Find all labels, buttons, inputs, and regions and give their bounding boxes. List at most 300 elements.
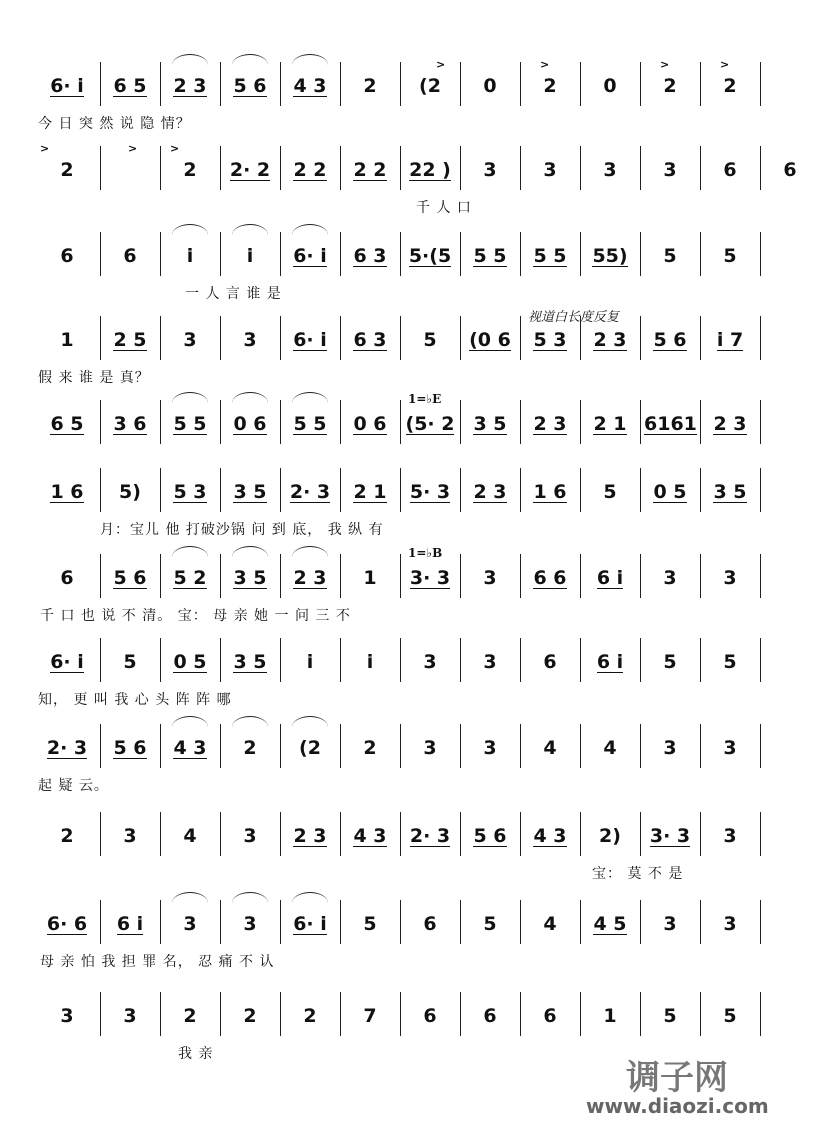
bar-line <box>580 232 581 276</box>
measure <box>524 816 576 856</box>
measure <box>464 558 516 598</box>
measure <box>704 150 756 190</box>
bar-line <box>100 554 101 598</box>
bar-line <box>400 62 401 106</box>
measure <box>404 320 456 360</box>
note-group: 3 <box>663 913 677 935</box>
bar-line <box>580 400 581 444</box>
measure <box>284 904 336 944</box>
measure <box>38 150 96 190</box>
measure <box>584 558 636 598</box>
bar-line <box>340 468 341 512</box>
note-group: 6 <box>723 159 737 181</box>
measure <box>644 642 696 682</box>
slur-mark <box>292 716 328 727</box>
note-group: 3 <box>423 737 437 759</box>
note-group: 2 <box>60 159 74 181</box>
bar-line <box>280 638 281 682</box>
bar-line <box>760 992 761 1036</box>
slur-mark <box>172 892 208 903</box>
measure <box>38 728 96 768</box>
bar-line <box>580 62 581 106</box>
measure <box>164 904 216 944</box>
bar-line <box>160 554 161 598</box>
note-group: 2· 2 <box>229 158 271 181</box>
measure <box>38 320 96 360</box>
note-group: 6 <box>783 159 797 181</box>
measure <box>344 66 396 106</box>
note-group: 1 <box>363 567 377 589</box>
bar-line <box>760 62 761 106</box>
measure <box>224 66 276 106</box>
note-group: 2· 3 <box>289 480 331 503</box>
bar-line <box>460 724 461 768</box>
measure <box>464 816 516 856</box>
measure <box>38 472 96 512</box>
note-group: 5) <box>119 481 141 503</box>
bar-line <box>580 724 581 768</box>
measure <box>284 728 336 768</box>
measure <box>704 404 756 444</box>
measure <box>524 996 576 1036</box>
note-group: 55) <box>592 244 628 267</box>
measure <box>644 728 696 768</box>
bar-line <box>280 554 281 598</box>
watermark-logo: 调子网 <box>626 1058 728 1098</box>
note-group: 3 <box>483 651 497 673</box>
bar-line <box>460 900 461 944</box>
measure <box>38 642 96 682</box>
measure <box>344 728 396 768</box>
accent-mark: > <box>40 142 50 155</box>
measure <box>524 236 576 276</box>
measure <box>104 66 156 106</box>
note-group: 3 5 <box>713 480 747 503</box>
bar-line <box>460 316 461 360</box>
bar-line <box>100 468 101 512</box>
measure <box>104 404 156 444</box>
bar-line <box>100 812 101 856</box>
note-group: 3 5 <box>233 650 267 673</box>
measure <box>644 320 696 360</box>
measure <box>284 320 336 360</box>
note-group: 6 <box>123 245 137 267</box>
measure <box>584 472 636 512</box>
measure <box>464 66 516 106</box>
note-group: 6 3 <box>353 244 387 267</box>
bar-line <box>400 812 401 856</box>
measure <box>704 816 756 856</box>
measure <box>704 66 756 106</box>
note-group: 3 <box>723 567 737 589</box>
bar-line <box>220 812 221 856</box>
measure <box>524 472 576 512</box>
measure <box>464 996 516 1036</box>
note-group: 3 <box>483 567 497 589</box>
measure <box>344 816 396 856</box>
note-group: 2) <box>599 825 621 847</box>
measure <box>644 404 696 444</box>
measure <box>404 996 456 1036</box>
accent-mark: > <box>660 58 670 71</box>
note-group: 5 5 <box>533 244 567 267</box>
bar-line <box>520 232 521 276</box>
measure <box>344 320 396 360</box>
bar-line <box>340 638 341 682</box>
note-group: 6 i <box>596 650 624 673</box>
measure <box>584 404 636 444</box>
measure <box>704 472 756 512</box>
bar-line <box>220 316 221 360</box>
bar-line <box>520 812 521 856</box>
note-group: 2 <box>363 75 377 97</box>
bar-line <box>100 232 101 276</box>
note-group: 3 5 <box>473 412 507 435</box>
note-group: 3 <box>483 737 497 759</box>
bar-line <box>700 316 701 360</box>
note-group: 3 <box>663 567 677 589</box>
bar-line <box>220 900 221 944</box>
bar-line <box>580 146 581 190</box>
measure <box>164 150 216 190</box>
bar-line <box>160 992 161 1036</box>
bar-line <box>580 812 581 856</box>
bar-line <box>160 812 161 856</box>
measure <box>164 472 216 512</box>
note-group: 2 <box>303 1005 317 1027</box>
measure <box>524 66 576 106</box>
note-group: 22 ) <box>409 158 451 181</box>
bar-line <box>220 146 221 190</box>
note-group: 5 <box>483 913 497 935</box>
measure <box>164 728 216 768</box>
measure <box>704 642 756 682</box>
slur-mark <box>292 392 328 403</box>
note-group: 1 6 <box>533 480 567 503</box>
measure <box>464 236 516 276</box>
note-group: 2 <box>60 825 74 847</box>
lyric-line: 今 日 突 然 说 隐 情？ <box>38 116 191 132</box>
note-group: 2 <box>183 159 197 181</box>
note-group: 1 <box>603 1005 617 1027</box>
bar-line <box>700 232 701 276</box>
note-group: 5 <box>363 913 377 935</box>
slur-mark <box>172 224 208 235</box>
note-group: 1 6 <box>50 480 84 503</box>
lyric-line: 千 口 也 说 不 清。 宝： 母 亲 她 一 问 三 不 <box>40 608 351 624</box>
bar-line <box>580 900 581 944</box>
bar-line <box>340 724 341 768</box>
note-group: 6 i <box>116 912 144 935</box>
bar-line <box>700 812 701 856</box>
measure <box>344 996 396 1036</box>
bar-line <box>460 812 461 856</box>
bar-line <box>460 554 461 598</box>
bar-line <box>220 992 221 1036</box>
bar-line <box>520 554 521 598</box>
note-group: 5 <box>603 481 617 503</box>
note-group: 7 <box>363 1005 377 1027</box>
slur-mark <box>232 224 268 235</box>
note-group: i <box>366 651 374 673</box>
bar-line <box>340 62 341 106</box>
bar-line <box>520 900 521 944</box>
note-group: 5 <box>663 1005 677 1027</box>
measure <box>104 816 156 856</box>
note-group: 3 6 <box>113 412 147 435</box>
note-group: 3 <box>123 1005 137 1027</box>
bar-line <box>460 638 461 682</box>
note-group: 3 <box>603 159 617 181</box>
note-group: 5 3 <box>173 480 207 503</box>
bar-line <box>280 900 281 944</box>
measure <box>38 236 96 276</box>
measure <box>224 404 276 444</box>
measure <box>224 558 276 598</box>
bar-line <box>160 400 161 444</box>
note-group: 6· i <box>293 328 327 351</box>
bar-line <box>640 468 641 512</box>
note-group: 5· 3 <box>409 480 451 503</box>
measure <box>38 558 96 598</box>
lyric-line: 一 人 言 谁 是 <box>185 286 282 302</box>
measure <box>584 816 636 856</box>
measure <box>584 150 636 190</box>
note-group: 3 <box>723 737 737 759</box>
measure <box>464 320 516 360</box>
lyric-line: 千 人 口 <box>416 200 472 216</box>
measure <box>704 728 756 768</box>
bar-line <box>580 468 581 512</box>
note-group: 5 5 <box>173 412 207 435</box>
note-group: 0 <box>603 75 617 97</box>
measure <box>344 472 396 512</box>
lyric-line: 我 亲 <box>178 1046 214 1062</box>
note-group: 3 <box>483 159 497 181</box>
measure <box>224 996 276 1036</box>
note-group: 0 6 <box>233 412 267 435</box>
note-group: 5 6 <box>113 566 147 589</box>
measure <box>464 642 516 682</box>
note-group: 2 3 <box>473 480 507 503</box>
bar-line <box>160 232 161 276</box>
note-group: 3· 3 <box>409 566 451 589</box>
bar-line <box>280 992 281 1036</box>
bar-line <box>400 554 401 598</box>
note-group: 5 <box>663 651 677 673</box>
note-group: 6 <box>60 567 74 589</box>
bar-line <box>400 724 401 768</box>
measure <box>644 66 696 106</box>
note-group: 2 2 <box>293 158 327 181</box>
note-group: 2· 3 <box>409 824 451 847</box>
measure <box>284 816 336 856</box>
measure <box>164 816 216 856</box>
note-group: 2 <box>243 737 257 759</box>
measure <box>284 404 336 444</box>
note-group: 3 5 <box>233 566 267 589</box>
bar-line <box>640 812 641 856</box>
note-group: 6161 <box>644 412 697 435</box>
note-group: 2 3 <box>173 74 207 97</box>
accent-mark: > <box>128 142 138 155</box>
measure <box>404 816 456 856</box>
bar-line <box>640 62 641 106</box>
measure <box>224 904 276 944</box>
note-group: 6 3 <box>353 328 387 351</box>
bar-line <box>640 638 641 682</box>
lyric-line: 知， 更 叫 我 心 头 阵 阵 哪 <box>38 692 232 708</box>
bar-line <box>760 468 761 512</box>
note-group: 3 <box>243 329 257 351</box>
note-group: 3 5 <box>233 480 267 503</box>
slur-mark <box>232 546 268 557</box>
bar-line <box>700 400 701 444</box>
measure <box>164 320 216 360</box>
slur-mark <box>232 716 268 727</box>
slur-mark <box>292 546 328 557</box>
measure <box>344 642 396 682</box>
measure <box>404 728 456 768</box>
bar-line <box>160 468 161 512</box>
accent-mark: > <box>170 142 180 155</box>
bar-line <box>100 316 101 360</box>
note-group: 5·(5 <box>408 244 452 267</box>
bar-line <box>400 900 401 944</box>
measure <box>524 404 576 444</box>
note-group: 3 <box>243 825 257 847</box>
note-group: 2 <box>543 75 557 97</box>
measure <box>404 404 456 444</box>
measure <box>584 320 636 360</box>
bar-line <box>340 316 341 360</box>
note-group: 4 <box>543 737 557 759</box>
note-group: 6 <box>423 1005 437 1027</box>
note-group: 2· 3 <box>46 736 88 759</box>
bar-line <box>400 992 401 1036</box>
note-group: 2 3 <box>293 824 327 847</box>
bar-line <box>220 724 221 768</box>
measure <box>344 904 396 944</box>
bar-line <box>760 638 761 682</box>
note-group: 5 6 <box>113 736 147 759</box>
note-group: 2 <box>243 1005 257 1027</box>
lyric-line: 母 亲 怕 我 担 罪 名， 忍 痛 不 认 <box>40 954 275 970</box>
measure <box>344 558 396 598</box>
bar-line <box>520 316 521 360</box>
bar-line <box>460 468 461 512</box>
note-group: i <box>186 245 194 267</box>
bar-line <box>700 146 701 190</box>
note-group: 3 <box>60 1005 74 1027</box>
bar-line <box>400 316 401 360</box>
note-group: 5 <box>123 651 137 673</box>
note-group: 2 1 <box>353 480 387 503</box>
note-group: 6 <box>543 1005 557 1027</box>
note-group: 5 6 <box>653 328 687 351</box>
measure <box>644 150 696 190</box>
bar-line <box>220 62 221 106</box>
bar-line <box>760 812 761 856</box>
bar-line <box>700 900 701 944</box>
measure <box>104 320 156 360</box>
measure <box>164 642 216 682</box>
measure <box>404 558 456 598</box>
note-group: 6· i <box>50 74 84 97</box>
note-group: 5 <box>723 651 737 673</box>
note-group: 6· i <box>293 244 327 267</box>
measure <box>584 236 636 276</box>
accent-mark: > <box>720 58 730 71</box>
bar-line <box>400 638 401 682</box>
bar-line <box>520 400 521 444</box>
bar-line <box>220 554 221 598</box>
bar-line <box>100 62 101 106</box>
note-group: 3 <box>543 159 557 181</box>
measure <box>344 150 396 190</box>
slur-mark <box>232 54 268 65</box>
bar-line <box>700 62 701 106</box>
note-group: 3 <box>723 913 737 935</box>
bar-line <box>580 554 581 598</box>
note-group: 3 <box>663 159 677 181</box>
bar-line <box>280 232 281 276</box>
measure <box>644 996 696 1036</box>
note-group: 5 5 <box>473 244 507 267</box>
note-group: 6· i <box>50 650 84 673</box>
bar-line <box>160 900 161 944</box>
measure <box>104 558 156 598</box>
bar-line <box>220 400 221 444</box>
measure <box>284 558 336 598</box>
measure <box>224 472 276 512</box>
lyric-line: 起 疑 云。 <box>38 778 109 794</box>
slur-mark <box>292 892 328 903</box>
measure <box>704 320 756 360</box>
note-group: 5 <box>663 245 677 267</box>
bar-line <box>520 468 521 512</box>
note-group: 5 <box>423 329 437 351</box>
slur-mark <box>292 54 328 65</box>
bar-line <box>700 992 701 1036</box>
bar-line <box>160 316 161 360</box>
bar-line <box>280 316 281 360</box>
bar-line <box>280 62 281 106</box>
note-group: 6· 6 <box>46 912 88 935</box>
measure <box>584 904 636 944</box>
bar-line <box>340 900 341 944</box>
measure <box>38 66 96 106</box>
measure <box>224 728 276 768</box>
bar-line <box>700 468 701 512</box>
bar-line <box>640 554 641 598</box>
note-group: 6 <box>60 245 74 267</box>
note-group: 5 <box>723 245 737 267</box>
measure <box>524 150 576 190</box>
bar-line <box>220 468 221 512</box>
measure <box>704 996 756 1036</box>
bar-line <box>340 554 341 598</box>
measure <box>584 642 636 682</box>
measure <box>524 558 576 598</box>
measure <box>644 904 696 944</box>
slur-mark <box>292 224 328 235</box>
note-group: 3 <box>423 651 437 673</box>
bar-line <box>160 724 161 768</box>
slur-mark <box>172 54 208 65</box>
bar-line <box>520 638 521 682</box>
measure <box>38 904 96 944</box>
